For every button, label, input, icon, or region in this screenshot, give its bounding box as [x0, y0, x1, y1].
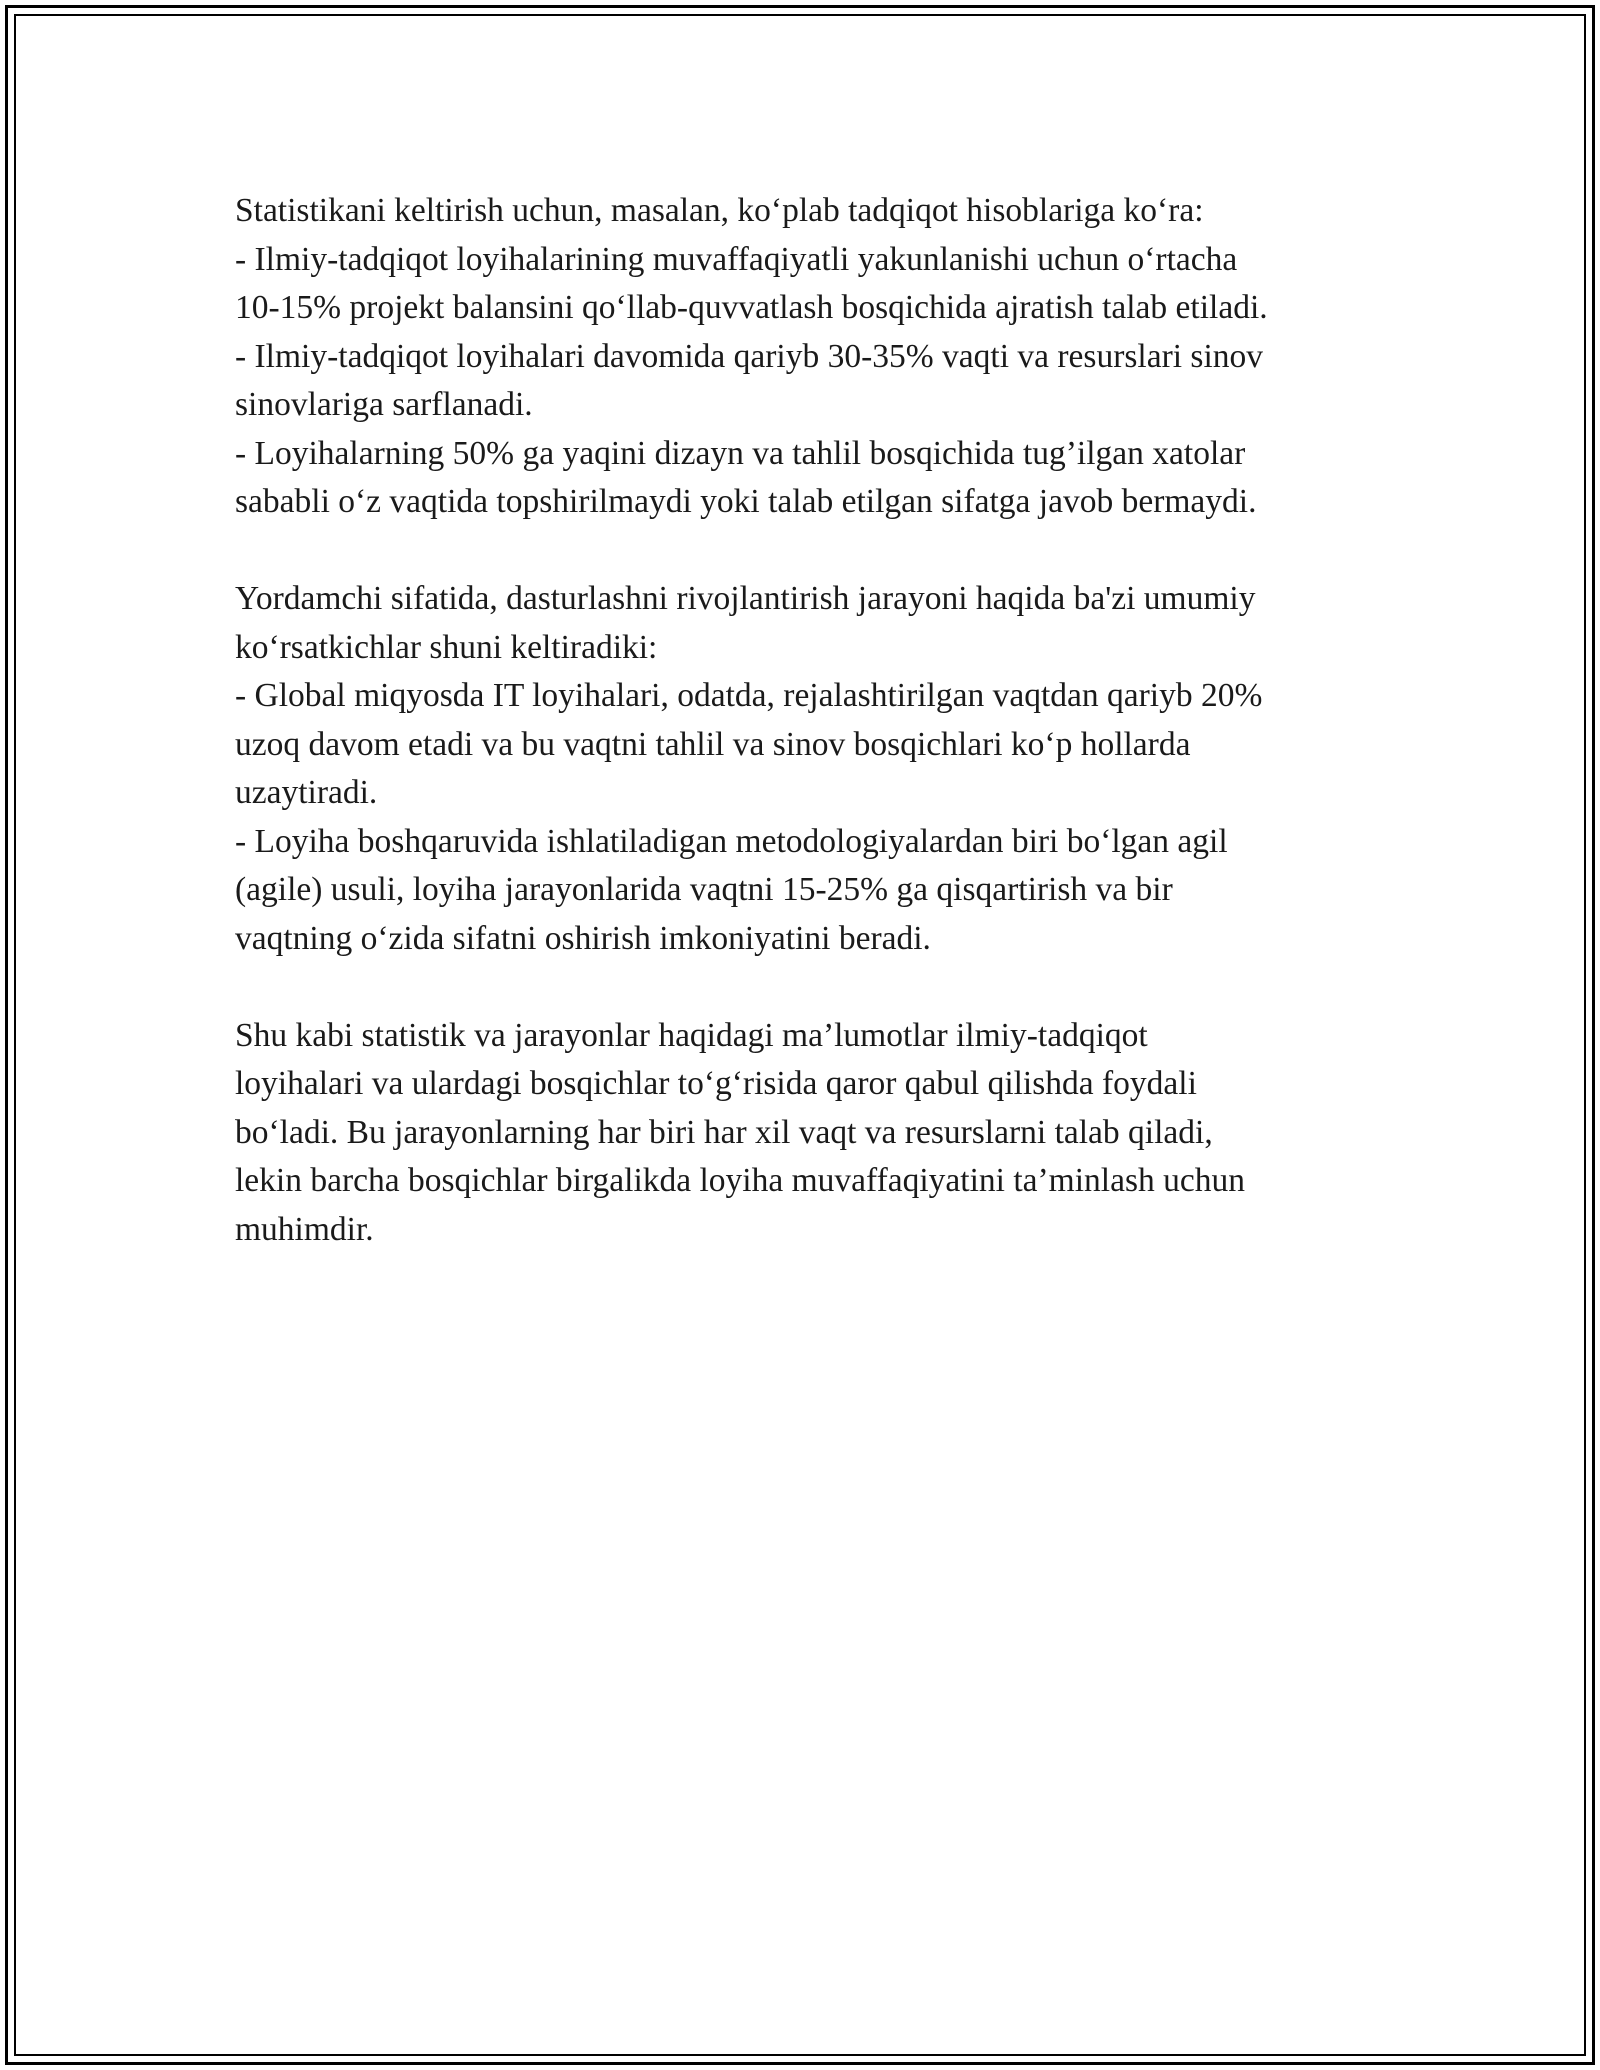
paragraph-conclusion: [235, 1012, 1395, 1255]
text-line: uzaytiradi.: [235, 774, 378, 811]
paragraph-development-process: [235, 575, 1395, 963]
text-line: Statistikani keltirish uchun, masalan, ko‘plab tadqiqot hisoblariga ko‘ra:: [235, 192, 1204, 229]
text-line: sababli o‘z vaqtida topshirilmaydi yoki talab etilgan sifatga javob bermaydi.: [235, 483, 1257, 520]
text-line: - Loyiha boshqaruvida ishlatiladigan metodologiyalardan biri bo‘lgan agil: [235, 822, 1228, 860]
text-line: muhimdir.: [235, 1210, 374, 1248]
text-line: - Loyihalarning 50% ga yaqini dizayn va tahlil bosqichida tug’ilgan xatolar: [235, 434, 1246, 472]
text-line: 10-15% projekt balansini qo‘llab-quvvatlash bosqichida ajratish talab etiladi.: [235, 289, 1268, 326]
text-line: - Global miqyosda IT loyihalari, odatda, rejalashtirilgan vaqtdan qariyb 20%: [235, 677, 1263, 714]
paragraph-gap: [235, 963, 1395, 1012]
text-line: loyihalari va ulardagi bosqichlar to‘g‘risida qaror qabul qilishda foydali: [235, 1065, 1197, 1102]
text-line: - Ilmiy-tadqiqot loyihalarining muvaffaqiyatli yakunlanishi uchun o‘rtacha: [235, 240, 1238, 278]
document-body: [235, 187, 1395, 1254]
text-line: lekin barcha bosqichlar birgalikda loyiha muvaffaqiyatini ta’minlash uchun: [235, 1162, 1245, 1199]
text-line: Yordamchi sifatida, dasturlashni rivojlantirish jarayoni haqida ba'zi umumiy: [235, 580, 1256, 617]
text-line: (agile) usuli, loyiha jarayonlarida vaqtni 15-25% ga qisqartirish va bir: [235, 871, 1173, 908]
paragraph-statistics: [235, 187, 1395, 527]
text-line: sinovlariga sarflanadi.: [235, 386, 533, 423]
text-line: - Ilmiy-tadqiqot loyihalari davomida qariyb 30-35% vaqti va resurslari sinov: [235, 337, 1264, 375]
text-line: Shu kabi statistik va jarayonlar haqidagi ma’lumotlar ilmiy-tadqiqot: [235, 1016, 1148, 1054]
text-line: bo‘ladi. Bu jarayonlarning har biri har xil vaqt va resurslarni talab qiladi,: [235, 1113, 1213, 1151]
text-line: vaqtning o‘zida sifatni oshirish imkoniyatini beradi.: [235, 919, 931, 957]
text-line: ko‘rsatkichlar shuni keltiradiki:: [235, 628, 658, 666]
text-line: uzoq davom etadi va bu vaqtni tahlil va sinov bosqichlari ko‘p hollarda: [235, 725, 1191, 763]
paragraph-gap: [235, 527, 1395, 576]
